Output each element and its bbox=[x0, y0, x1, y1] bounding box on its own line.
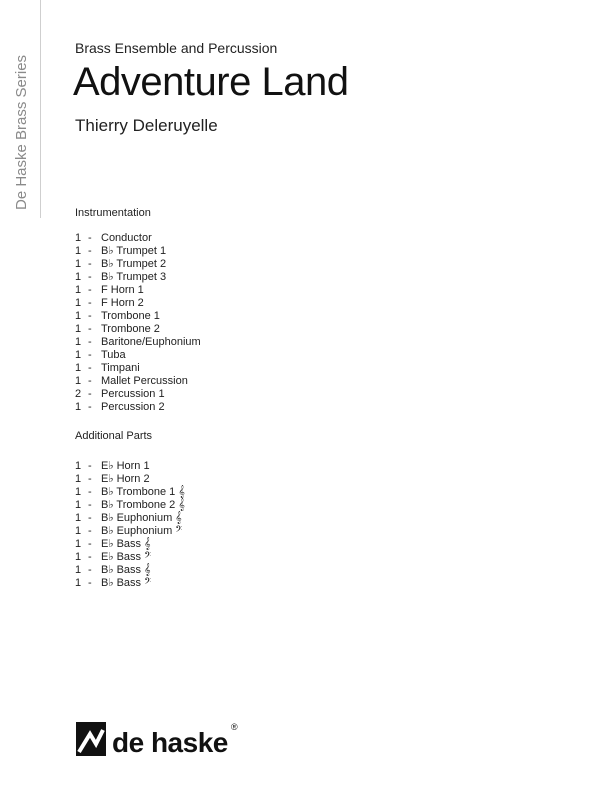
part-row bbox=[75, 512, 185, 525]
part-row bbox=[75, 297, 201, 310]
separator: - bbox=[88, 245, 92, 257]
part-row bbox=[75, 388, 201, 401]
separator: - bbox=[88, 564, 92, 576]
part-row bbox=[75, 525, 185, 538]
part-row bbox=[75, 362, 201, 375]
part-row bbox=[75, 323, 201, 336]
separator: - bbox=[88, 297, 92, 309]
page-title: Adventure Land bbox=[73, 60, 349, 104]
publisher-name: de haske bbox=[112, 727, 228, 758]
part-quantity: 1 bbox=[75, 551, 82, 563]
part-name: E♭ Horn 2 bbox=[101, 473, 150, 485]
part-name: B♭ Trumpet 1 bbox=[101, 245, 167, 257]
separator: - bbox=[88, 473, 92, 485]
additional-parts-list bbox=[75, 460, 185, 590]
composer-name: Thierry Deleruyelle bbox=[75, 116, 218, 135]
part-row bbox=[75, 538, 185, 551]
part-name: Percussion 2 bbox=[101, 401, 165, 413]
separator: - bbox=[88, 525, 92, 537]
part-quantity: 2 bbox=[75, 388, 82, 400]
part-quantity: 1 bbox=[75, 473, 82, 485]
part-name: B♭ Euphonium 𝄞 bbox=[101, 512, 182, 524]
part-name: B♭ Trombone 1 𝄞 bbox=[101, 486, 185, 498]
part-row bbox=[75, 271, 201, 284]
part-quantity: 1 bbox=[75, 512, 82, 524]
part-quantity: 1 bbox=[75, 577, 82, 589]
part-quantity: 1 bbox=[75, 349, 82, 361]
part-quantity: 1 bbox=[75, 486, 82, 498]
separator: - bbox=[88, 375, 92, 387]
separator: - bbox=[88, 577, 92, 589]
part-quantity: 1 bbox=[75, 375, 82, 387]
part-row bbox=[75, 336, 201, 349]
separator: - bbox=[88, 460, 92, 472]
separator: - bbox=[88, 551, 92, 563]
part-quantity: 1 bbox=[75, 538, 82, 550]
part-quantity: 1 bbox=[75, 284, 82, 296]
part-quantity: 1 bbox=[75, 499, 82, 511]
part-quantity: 1 bbox=[75, 232, 82, 244]
part-row bbox=[75, 577, 185, 590]
part-row bbox=[75, 375, 201, 388]
separator: - bbox=[88, 538, 92, 550]
instrumentation-list bbox=[75, 232, 201, 414]
separator: - bbox=[88, 271, 92, 283]
part-row bbox=[75, 486, 185, 499]
separator: - bbox=[88, 362, 92, 374]
part-name: B♭ Trombone 2 𝄞 bbox=[101, 499, 185, 511]
separator: - bbox=[88, 232, 92, 244]
part-quantity: 1 bbox=[75, 460, 82, 472]
part-name: F Horn 1 bbox=[101, 284, 144, 296]
subtitle: Brass Ensemble and Percussion bbox=[75, 40, 278, 56]
part-row bbox=[75, 284, 201, 297]
part-row bbox=[75, 401, 201, 414]
separator: - bbox=[88, 401, 92, 413]
part-row bbox=[75, 551, 185, 564]
part-name: Trombone 1 bbox=[101, 310, 160, 322]
separator: - bbox=[88, 323, 92, 335]
part-name: Tuba bbox=[101, 349, 126, 361]
part-name: E♭ Bass 𝄞 bbox=[101, 538, 151, 550]
part-name: Trombone 2 bbox=[101, 323, 160, 335]
separator: - bbox=[88, 486, 92, 498]
instrumentation-heading: Instrumentation bbox=[75, 207, 151, 219]
part-row bbox=[75, 258, 201, 271]
separator: - bbox=[88, 336, 92, 348]
series-divider bbox=[40, 0, 41, 218]
part-name: E♭ Horn 1 bbox=[101, 460, 150, 472]
part-name: B♭ Trumpet 3 bbox=[101, 271, 167, 283]
part-row bbox=[75, 245, 201, 258]
separator: - bbox=[88, 284, 92, 296]
separator: - bbox=[88, 512, 92, 524]
separator: - bbox=[88, 310, 92, 322]
part-row bbox=[75, 499, 185, 512]
part-name: B♭ Euphonium 𝄢 bbox=[101, 525, 183, 537]
part-name: B♭ Trumpet 2 bbox=[101, 258, 167, 270]
part-row bbox=[75, 310, 201, 323]
part-quantity: 1 bbox=[75, 297, 82, 309]
part-row bbox=[75, 232, 201, 245]
part-name: Mallet Percussion bbox=[101, 375, 188, 387]
part-name: Baritone/Euphonium bbox=[101, 336, 201, 348]
part-row bbox=[75, 349, 201, 362]
part-quantity: 1 bbox=[75, 401, 82, 413]
additional-parts-heading: Additional Parts bbox=[75, 430, 153, 442]
separator: - bbox=[88, 499, 92, 511]
part-name: B♭ Bass 𝄞 bbox=[101, 564, 151, 576]
separator: - bbox=[88, 388, 92, 400]
part-quantity: 1 bbox=[75, 258, 82, 270]
registered-mark: ® bbox=[231, 722, 238, 732]
part-row bbox=[75, 564, 185, 577]
part-name: Percussion 1 bbox=[101, 388, 165, 400]
part-quantity: 1 bbox=[75, 362, 82, 374]
part-name: F Horn 2 bbox=[101, 297, 144, 309]
part-name: E♭ Bass 𝄢 bbox=[101, 551, 152, 563]
part-name: Conductor bbox=[101, 232, 152, 244]
part-quantity: 1 bbox=[75, 564, 82, 576]
separator: - bbox=[88, 349, 92, 361]
part-quantity: 1 bbox=[75, 336, 82, 348]
series-label: De Haske Brass Series bbox=[13, 54, 30, 210]
part-name: B♭ Bass 𝄢 bbox=[101, 577, 152, 589]
part-quantity: 1 bbox=[75, 323, 82, 335]
part-row bbox=[75, 460, 185, 473]
part-quantity: 1 bbox=[75, 310, 82, 322]
separator: - bbox=[88, 258, 92, 270]
part-quantity: 1 bbox=[75, 245, 82, 257]
part-quantity: 1 bbox=[75, 525, 82, 537]
part-quantity: 1 bbox=[75, 271, 82, 283]
part-name: Timpani bbox=[101, 362, 140, 374]
part-row bbox=[75, 473, 185, 486]
